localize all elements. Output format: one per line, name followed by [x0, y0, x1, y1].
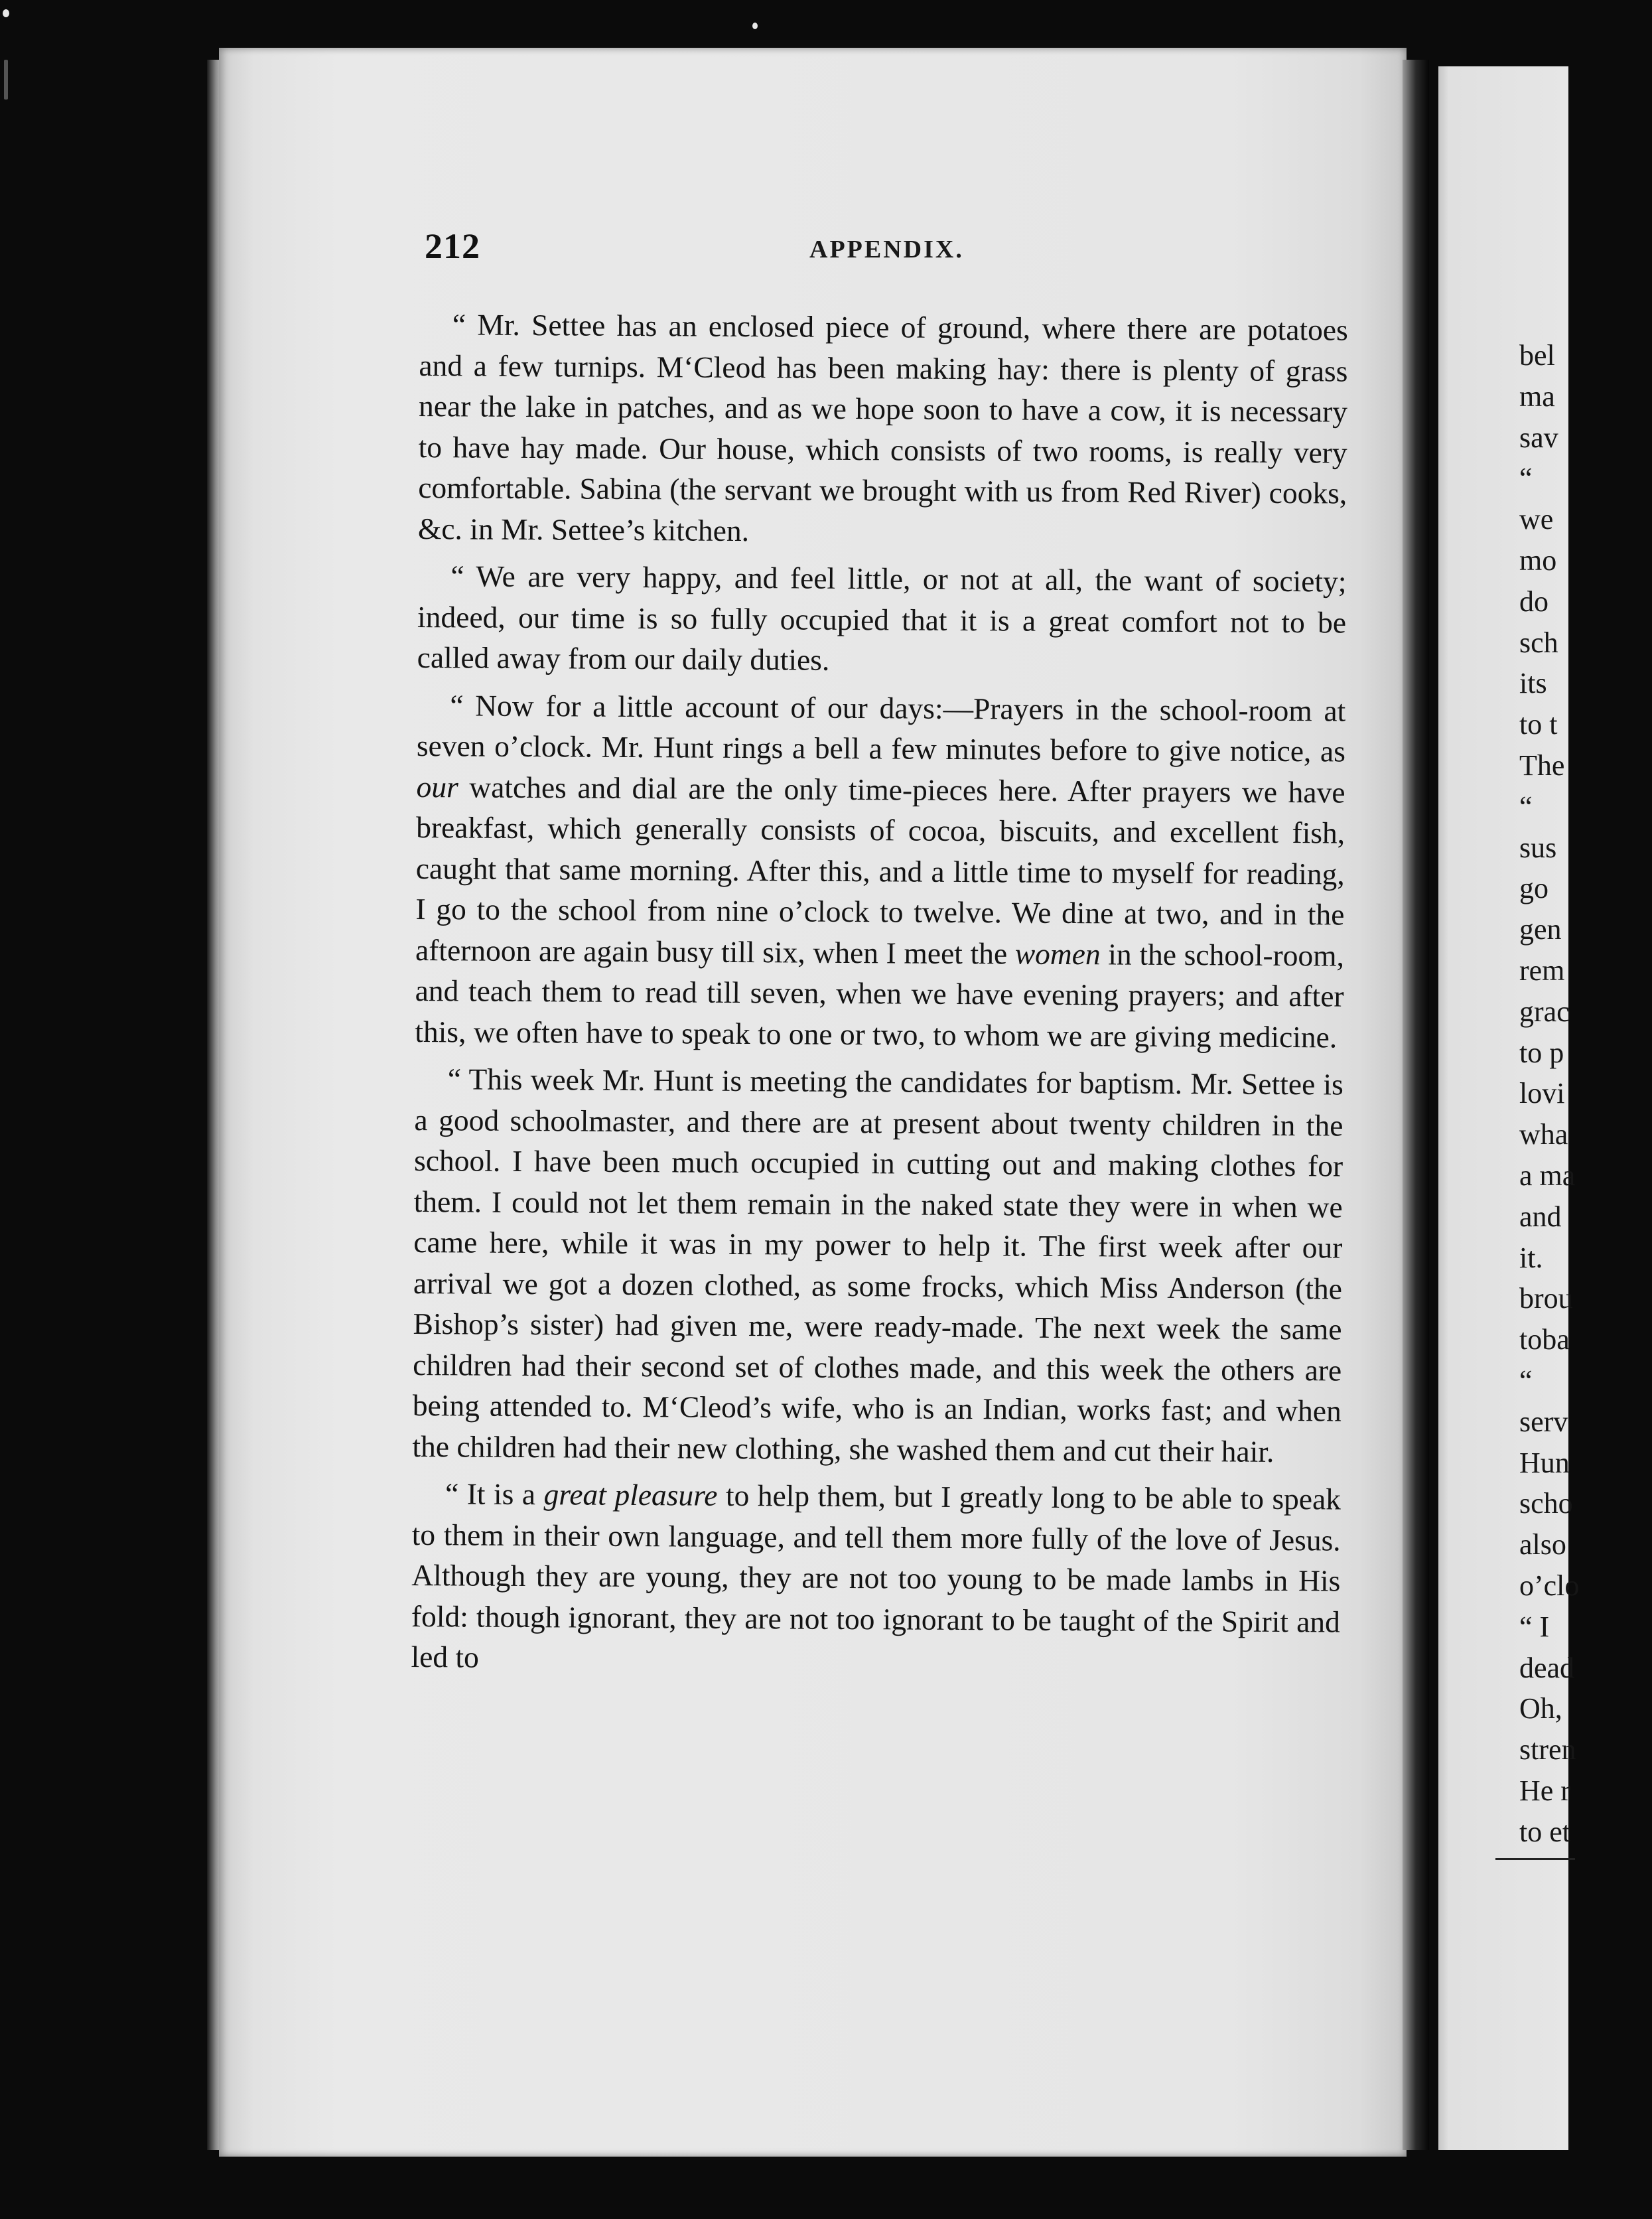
facing-page-line: go: [1519, 872, 1549, 905]
facing-page-line: He r: [1519, 1774, 1570, 1807]
facing-page-line: brou: [1519, 1282, 1573, 1315]
facing-page-line: also: [1519, 1528, 1566, 1561]
facing-page-line: “: [1519, 462, 1533, 495]
facing-page-line: Hun: [1519, 1446, 1570, 1479]
facing-page-line: wha: [1519, 1118, 1568, 1151]
page-number: 212: [425, 226, 480, 266]
facing-page-line: rem: [1519, 954, 1565, 987]
facing-page-line: sus: [1519, 831, 1557, 864]
facing-page-line: and: [1519, 1200, 1562, 1233]
facing-page-line: o’clo: [1519, 1569, 1580, 1602]
body-text: [411, 304, 1348, 1683]
facing-page-line: do: [1519, 585, 1549, 618]
facing-page-line: “: [1519, 1364, 1533, 1397]
facing-page-line: stren: [1519, 1733, 1576, 1766]
paragraph: “ Mr. Settee has an enclosed piece of ground, where there are potatoes and a few turnips. M‘Cleod has been making hay: there is plenty of grass near the lake in patches, and as we hope soon to have a cow, it is necessary to have hay made. Our house, which consists of two rooms, is really very comfortable. Sabina (the servant we brought with us from Red River) cooks, &c. in Mr. Settee’s kitchen.: [417, 307, 1348, 547]
emphasis: women: [1014, 936, 1101, 971]
facing-page-line: sch: [1519, 626, 1558, 659]
facing-page-line: a ma: [1519, 1159, 1576, 1192]
facing-page-line: gen: [1519, 913, 1562, 946]
scan-speck: [4, 60, 8, 100]
facing-page-line: to p: [1519, 1036, 1564, 1069]
paragraph: “ Now for a little account of our days:—Prayers in the school-room at seven o’clock. Mr. Hunt rings a bell a few minutes before to give notice, as our watches and dial are the only time-pieces here. After prayers we have breakfast, which generally consists of cocoa, biscuits, and excellent fish, caught that same morning. After this, and a little time to myself for reading, I go to the school from nine o’clock to twelve. We dine at two, and in the afternoon are again busy till six, when I meet the women in the school-room, and teach them to read till seven, when we have evening prayers; and after this, we often have to speak to one or two, to whom we are giving medicine.: [415, 687, 1346, 1054]
emphasis: our: [416, 769, 458, 804]
facing-page-line: Oh,: [1519, 1692, 1562, 1725]
facing-page-line: sav: [1519, 421, 1558, 454]
emphasis: great pleasure: [543, 1477, 718, 1512]
facing-page-line: “ I: [1519, 1610, 1550, 1643]
facing-page-text: [1519, 335, 1652, 1852]
scan-speck: [752, 23, 758, 29]
facing-page-line: serv: [1519, 1405, 1568, 1438]
paragraph: “ This week Mr. Hunt is meeting the candidates for baptism. Mr. Settee is a good schoolmaster, and there are at present about twenty children in the school. I have been much occupied in cutting out and making clothes for them. I could not let them remain in the naked state they were in when we came here, while it was in my power to help it. The first week after our arrival we got a dozen clothed, as some frocks, which Miss Anderson (the Bishop’s sister) had given me, were ready-made. The next week the same children had their second set of clothes made, and this week the others are being attended to. M‘Cleod’s wife, who is an Indian, works fast; and when the children had their new clothing, she washed them and cut their hair.: [412, 1062, 1343, 1468]
running-head: APPENDIX.: [809, 236, 964, 263]
footnote-rule: [1495, 1858, 1575, 1860]
facing-page-line: it.: [1519, 1241, 1543, 1274]
paragraph: “ We are very happy, and feel little, or not at all, the want of society; indeed, our time is so fully occupied that it is a great comfort not to be called away from our daily duties.: [417, 559, 1347, 677]
scan-speck: [3, 9, 9, 17]
facing-page-line: lovi: [1519, 1077, 1565, 1110]
facing-page-line: its: [1519, 667, 1547, 700]
page-header: [425, 226, 1340, 272]
facing-page-line: scho: [1519, 1487, 1573, 1520]
facing-page-line: ma: [1519, 380, 1555, 413]
paragraph: “ It is a great pleasure to help them, but I greatly long to be able to speak to them in their own language, and tell them more fully of the love of Jesus. Although they are young, they are not too young to be made lambs in His fold: though ignorant, they are not too ignorant to be taught of the Spirit and led to: [411, 1476, 1342, 1674]
facing-page-line: to et: [1519, 1815, 1570, 1848]
page-fold-shadow: [1403, 60, 1429, 2150]
facing-page-line: to t: [1519, 708, 1558, 741]
facing-page-line: mo: [1519, 543, 1557, 577]
facing-page-line: toba: [1519, 1323, 1570, 1356]
facing-page-line: we: [1519, 503, 1554, 536]
facing-page-line: dead: [1519, 1651, 1575, 1684]
facing-page-line: The: [1519, 749, 1565, 782]
facing-page-line: “: [1519, 790, 1533, 823]
facing-page-line: bel: [1519, 339, 1555, 372]
facing-page-line: grac: [1519, 995, 1570, 1028]
